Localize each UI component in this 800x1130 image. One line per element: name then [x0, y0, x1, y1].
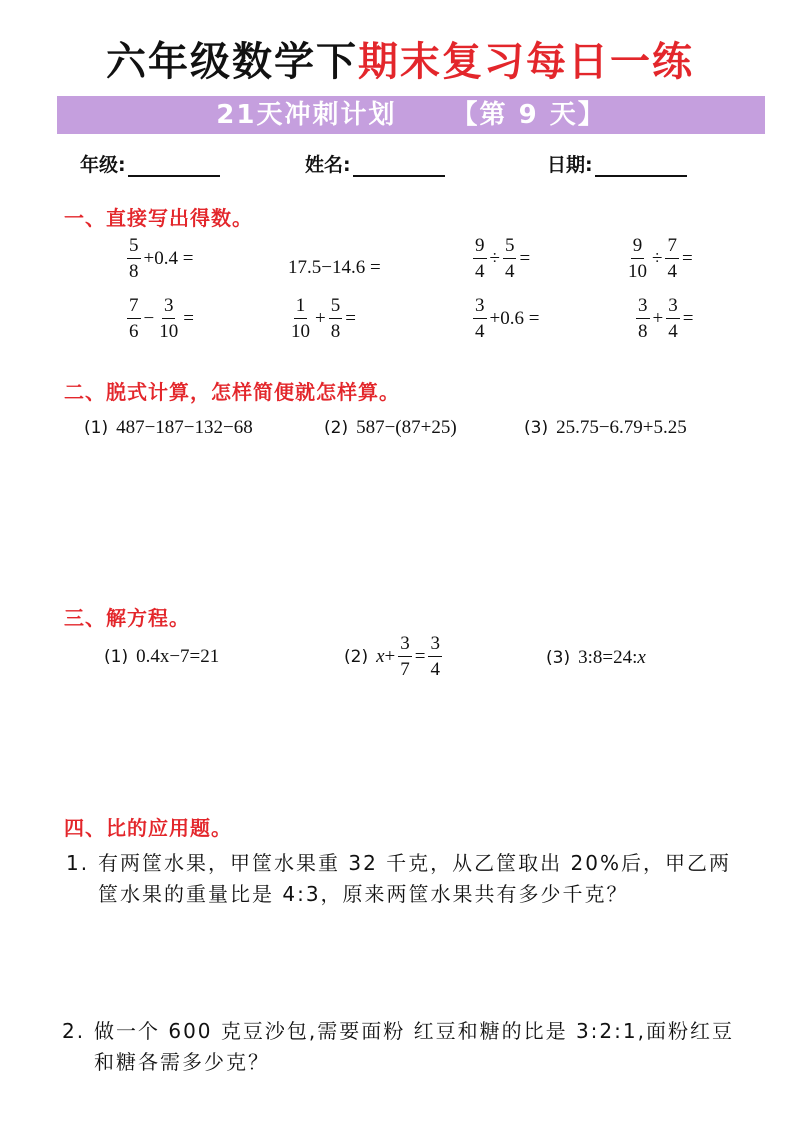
problem-number: 2. [62, 1019, 86, 1043]
numerator: 5 [329, 296, 343, 319]
equation-e3 [546, 647, 646, 669]
numerator: 9 [473, 236, 487, 259]
operator: + [652, 307, 664, 329]
operator: ÷ [652, 247, 663, 269]
name-field[interactable] [305, 150, 445, 177]
name-blank[interactable] [353, 155, 445, 177]
problem-number: (2) [324, 418, 349, 438]
word-problem-1 [66, 848, 746, 910]
calc-q1 [124, 236, 193, 281]
equals: = [519, 247, 531, 269]
equals: = [345, 307, 356, 329]
fraction [329, 296, 343, 341]
denominator: 8 [638, 321, 648, 342]
section2-title: 二、脱式计算，怎样简便就怎样算。 [64, 380, 400, 404]
grade-blank[interactable] [128, 155, 220, 177]
banner-left: 21天冲刺计划 [216, 100, 397, 130]
expr-text: 487−187−132−68 [116, 417, 253, 438]
expr-text: 25.75−6.79+5.25 [556, 417, 687, 438]
equals: = [183, 307, 194, 329]
problem-number: (2) [344, 646, 369, 667]
expr-text: 0.4x−7=21 [136, 646, 220, 667]
denominator: 4 [668, 321, 678, 342]
fraction [428, 634, 442, 679]
calc-q5 [124, 296, 194, 341]
operator: + [384, 645, 396, 667]
fraction [289, 296, 312, 341]
variable: x [637, 647, 646, 668]
expr-text: 17.5−14.6 = [288, 257, 381, 278]
numerator: 7 [665, 236, 679, 259]
simplify-p1 [84, 417, 253, 439]
numerator: 9 [631, 236, 645, 259]
denominator: 8 [129, 261, 139, 282]
fraction [665, 236, 679, 281]
fraction [636, 296, 650, 341]
date-blank[interactable] [595, 155, 687, 177]
fraction [157, 296, 180, 341]
grade-field[interactable] [80, 150, 220, 177]
problem-text: 有两筐水果，甲筐水果重 32 千克，从乙筐取出 20%后，甲乙两筐水果的重量比是 4:3，原来两筐水果共有多少千克？ [98, 851, 731, 906]
denominator: 8 [330, 321, 341, 342]
fraction [127, 236, 141, 281]
fraction [503, 236, 517, 281]
fraction [626, 236, 649, 281]
numerator: 5 [503, 236, 517, 259]
page-title [0, 30, 800, 87]
simplify-p3 [524, 417, 687, 439]
fraction [473, 236, 487, 281]
numerator: 7 [127, 296, 141, 319]
calc-q6 [286, 296, 356, 341]
calc-q8 [633, 296, 693, 341]
equals: = [414, 645, 426, 667]
expr-text: +0.4 = [143, 247, 194, 269]
denominator: 4 [667, 261, 677, 282]
numerator: 3 [162, 296, 176, 319]
operator: ÷ [489, 247, 500, 269]
numerator: 5 [127, 236, 141, 259]
fraction [473, 296, 487, 341]
numerator: 3 [428, 634, 442, 657]
title-black: 六年级数学下 [106, 39, 358, 85]
numerator: 3 [636, 296, 650, 319]
denominator: 4 [504, 261, 515, 282]
numerator: 1 [294, 296, 308, 319]
calc-q7 [470, 296, 539, 341]
operator: − [143, 307, 155, 329]
problem-number: (3) [524, 418, 549, 438]
section4-title: 四、比的应用题。 [64, 816, 232, 840]
section1-title: 一、直接写出得数。 [64, 206, 253, 230]
denominator: 4 [475, 261, 485, 282]
denominator: 10 [628, 261, 647, 282]
grade-label: 年级: [80, 154, 126, 176]
section3-title: 三、解方程。 [64, 606, 190, 630]
operator: + [315, 307, 326, 329]
problem-text: 做一个 600 克豆沙包,需要面粉 红豆和糖的比是 3:2:1,面粉红豆和糖各需多少克？ [94, 1019, 734, 1074]
calc-q2 [288, 257, 381, 279]
denominator: 7 [400, 659, 410, 680]
calc-q4 [623, 236, 693, 281]
denominator: 4 [475, 321, 485, 342]
problem-number: (1) [104, 647, 129, 667]
expr-text: 3:8=24: [578, 647, 638, 668]
problem-number: (1) [84, 418, 109, 438]
expr-text: +0.6 = [489, 307, 540, 329]
problem-number: (3) [546, 648, 571, 668]
variable: x [376, 645, 385, 667]
equation-e2 [344, 634, 445, 679]
expr-text: 587−(87+25) [356, 417, 457, 438]
simplify-p2 [324, 417, 457, 439]
word-problem-2 [62, 1016, 752, 1078]
numerator: 3 [398, 634, 412, 657]
plan-banner [57, 96, 765, 134]
problem-number: 1. [66, 851, 90, 875]
numerator: 3 [473, 296, 487, 319]
calc-q3 [470, 236, 530, 281]
equals: = [681, 247, 693, 269]
date-field[interactable] [547, 150, 687, 177]
denominator: 4 [430, 659, 440, 680]
fraction [666, 296, 680, 341]
banner-right: 【第 9 天】 [451, 100, 606, 130]
date-label: 日期: [547, 154, 593, 176]
denominator: 10 [159, 321, 179, 342]
title-red: 期末复习每日一练 [358, 39, 694, 85]
fraction [127, 296, 141, 341]
denominator: 10 [291, 321, 310, 342]
denominator: 6 [129, 321, 139, 342]
equals: = [682, 307, 694, 329]
equation-e1 [104, 646, 219, 668]
fraction [398, 634, 412, 679]
numerator: 3 [666, 296, 680, 319]
name-label: 姓名: [305, 154, 351, 176]
